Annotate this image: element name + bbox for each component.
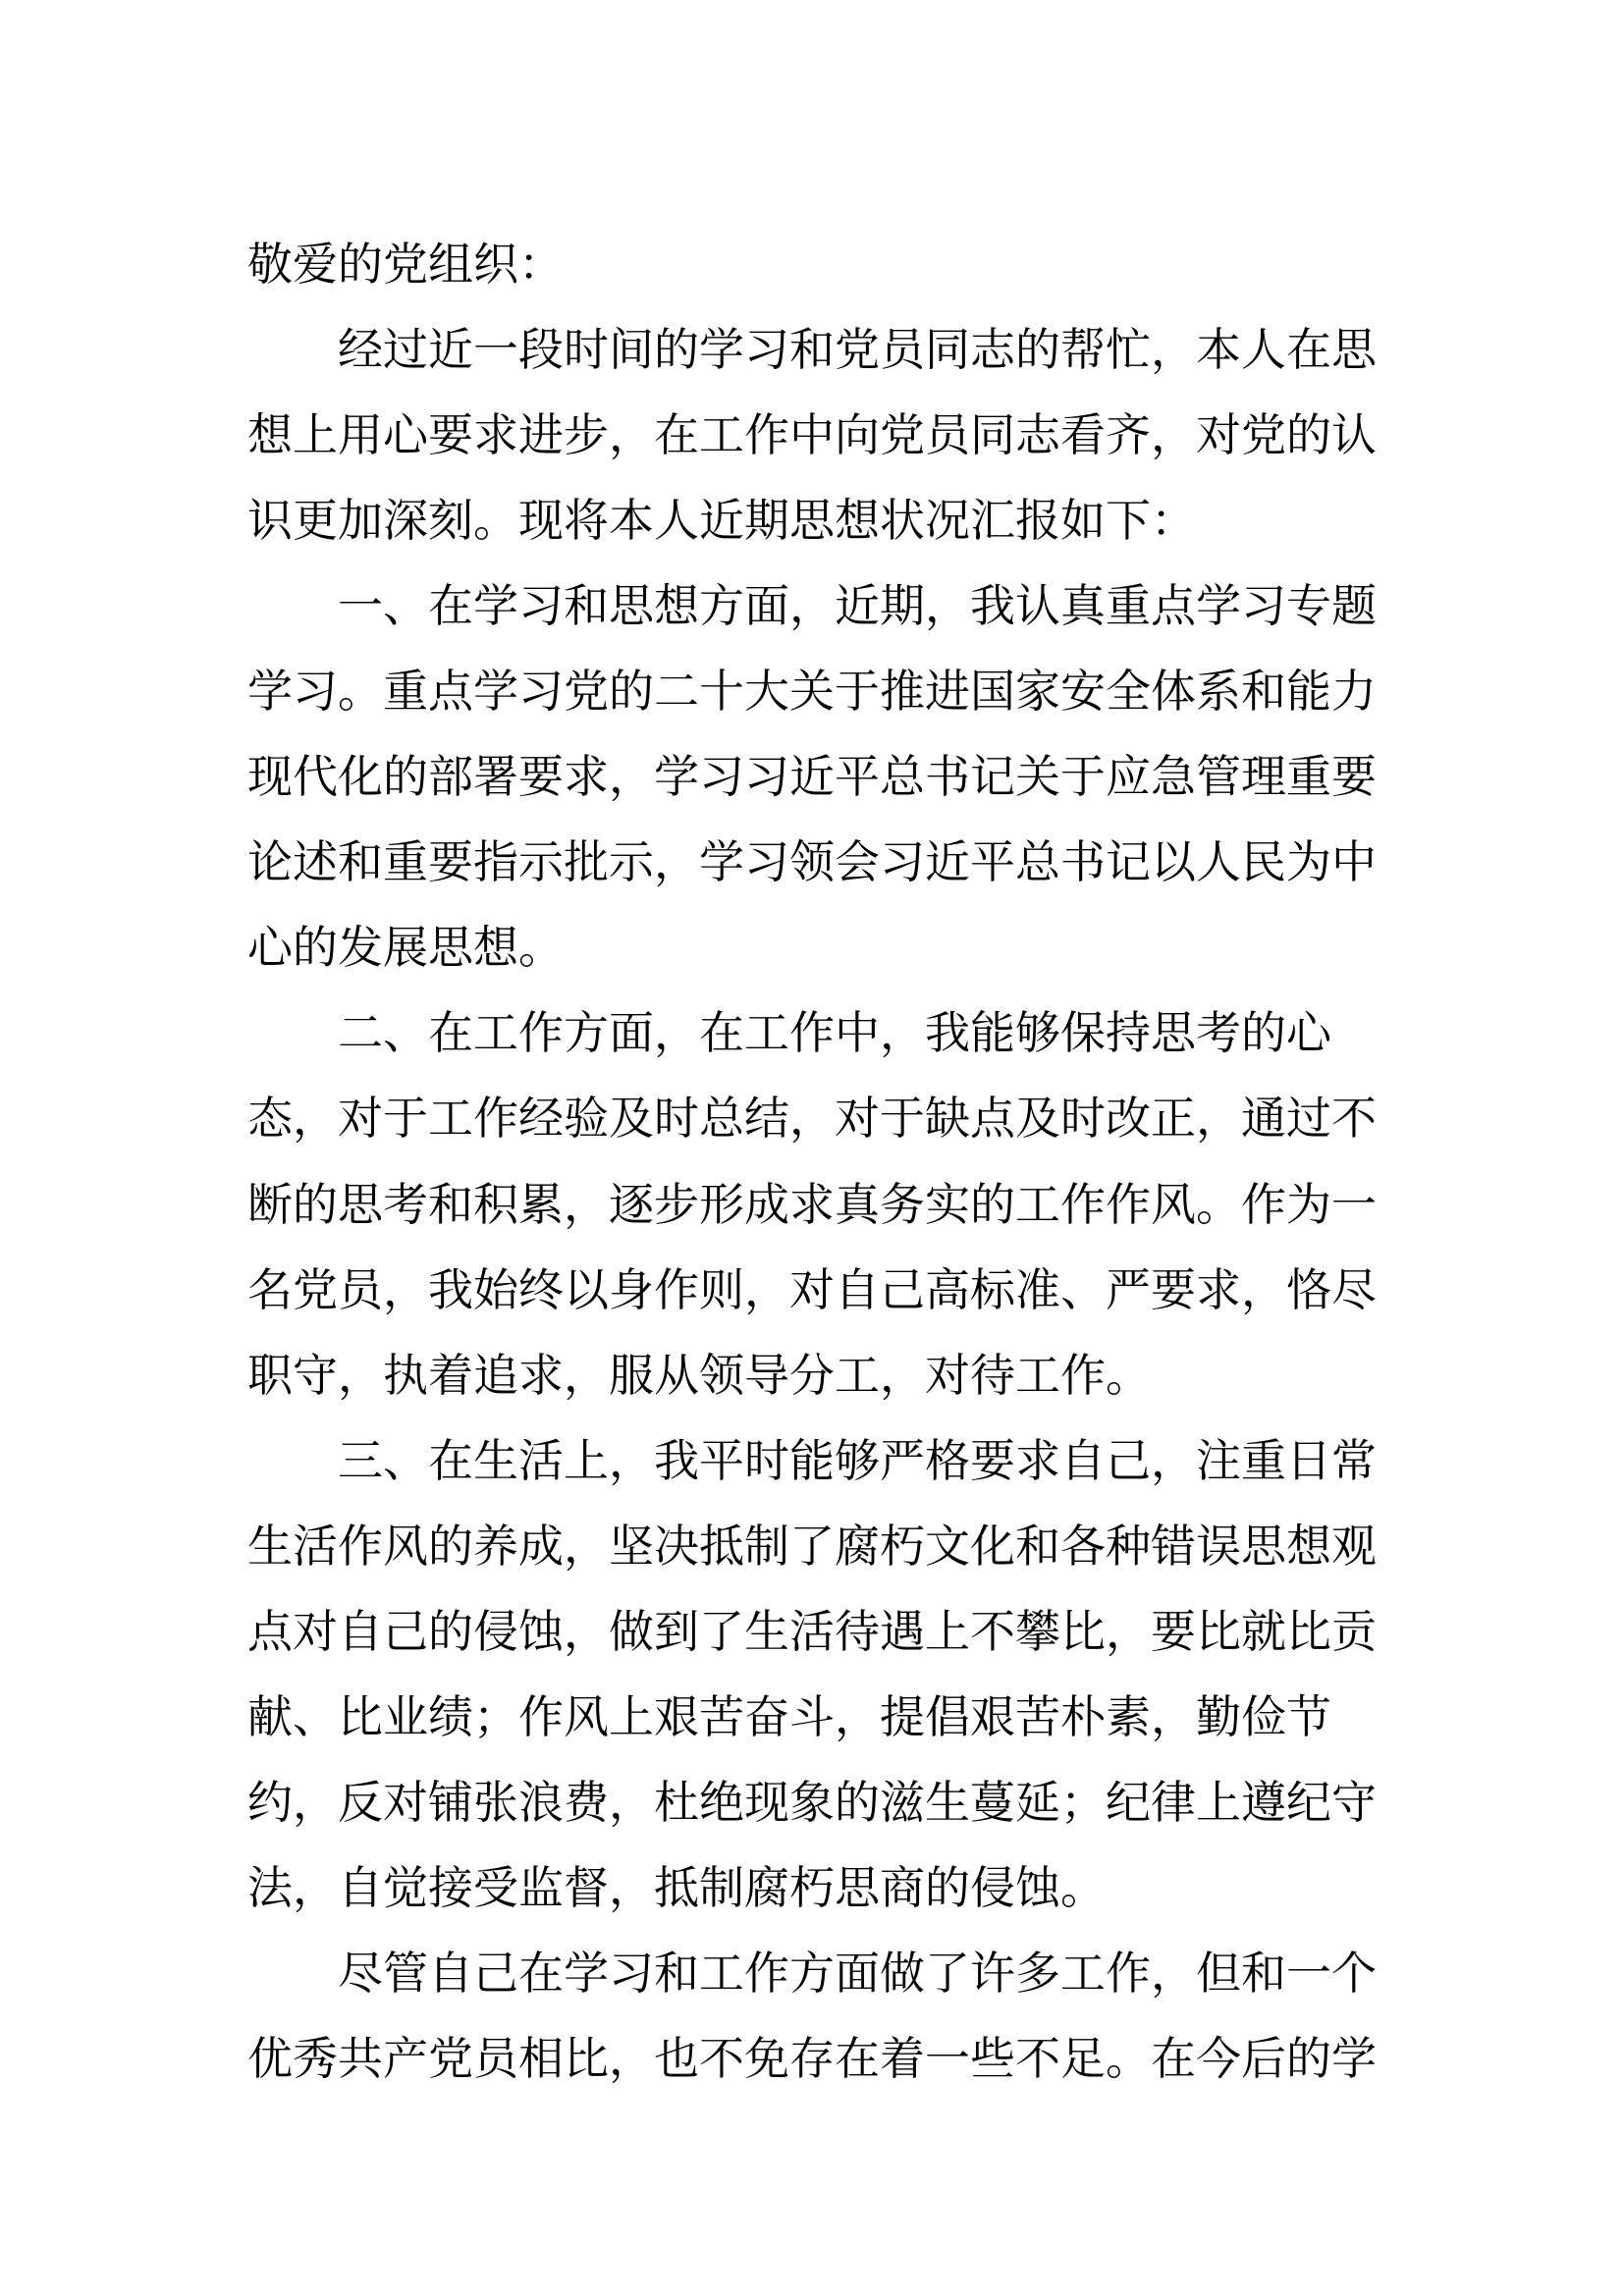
paragraph-5-line: 优秀共产党员相比，也不免存在着一些不足。在今后的学 (247, 2031, 1377, 2085)
paragraph-3-line: 态，对于工作经验及时总结，对于缺点及时改正，通过不 (247, 1092, 1377, 1146)
document-page (247, 222, 1377, 2102)
paragraph-4-line: 生活作风的养成，坚决抵制了腐朽文化和各种错误思想观 (247, 1519, 1377, 1573)
paragraph-2-line: 心的发展思想。 (247, 921, 564, 975)
paragraph-2-line: 论述和重要指示批示，学习领会习近平总书记以人民为中 (247, 835, 1377, 889)
paragraph-3-line: 职守，执着追求，服从领导分工，对待工作。 (247, 1348, 1151, 1402)
paragraph-4-line: 献、比业绩；作风上艰苦奋斗，提倡艰苦朴素，勤俭节 (247, 1689, 1331, 1743)
paragraph-3-line: 二、在工作方面，在工作中，我能够保持思考的心 (338, 1006, 1331, 1060)
paragraph-2-line: 一、在学习和思想方面，近期，我认真重点学习专题 (338, 579, 1377, 633)
paragraph-2-line: 学习。重点学习党的二十大关于推进国家安全体系和能力 (247, 665, 1377, 719)
paragraph-3-line: 断的思考和积累，逐步形成求真务实的工作作风。作为一 (247, 1177, 1377, 1231)
paragraph-4-line: 法，自觉接受监督，抵制腐朽思商的侵蚀。 (247, 1860, 1106, 1914)
paragraph-5-line: 尽管自己在学习和工作方面做了许多工作，但和一个 (338, 1946, 1377, 2000)
paragraph-3-line: 名党员，我始终以身作则，对自己高标准、严要求，恪尽 (247, 1262, 1377, 1316)
paragraph-1-line: 识更加深刻。现将本人近期思想状况汇报如下： (247, 494, 1196, 548)
paragraph-4-line: 约，反对铺张浪费，杜绝现象的滋生蔓延；纪律上遵纪守 (247, 1775, 1377, 1829)
paragraph-2-line: 现代化的部署要求，学习习近平总书记关于应急管理重要 (247, 750, 1377, 804)
paragraph-4-line: 三、在生活上，我平时能够严格要求自己，注重日常 (338, 1433, 1377, 1487)
paragraph-1-line: 想上用心要求进步，在工作中向党员同志看齐，对党的认 (247, 408, 1377, 462)
salutation: 敬爱的党组织： (247, 238, 564, 291)
paragraph-1-line: 经过近一段时间的学习和党员同志的帮忙，本人在思 (338, 323, 1377, 377)
paragraph-4-line: 点对自己的侵蚀，做到了生活待遇上不攀比，要比就比贡 (247, 1604, 1377, 1658)
